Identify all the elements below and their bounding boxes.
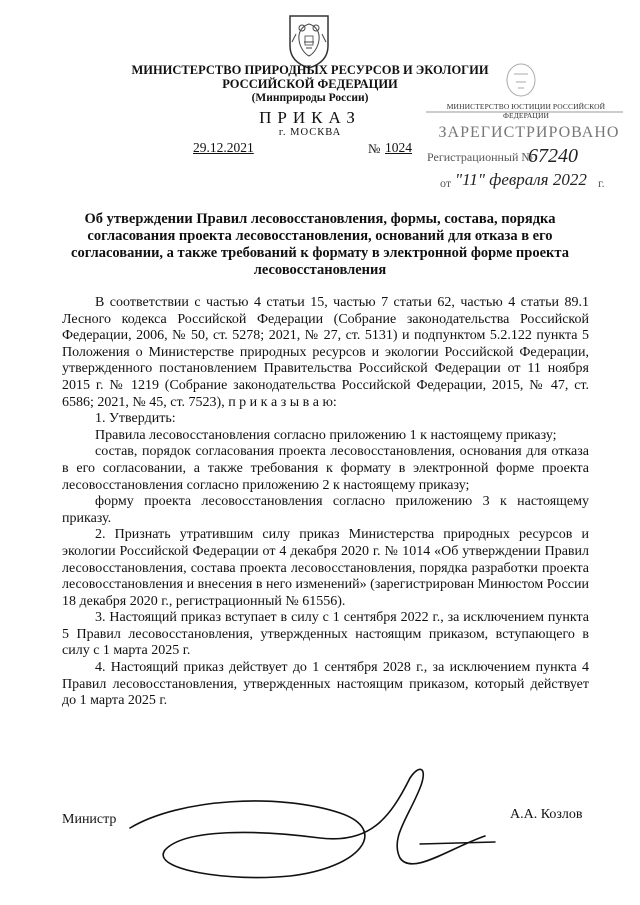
signatory-name: А.А. Козлов (510, 807, 583, 822)
order-date: 29.12.2021 (193, 140, 254, 155)
stamp-date-prefix: от (440, 176, 452, 190)
signatory-position: Министр (62, 812, 117, 827)
stamp-organization: МИНИСТЕРСТВО ЮСТИЦИИ РОССИЙСКОЙ ФЕДЕРАЦИИ (446, 102, 606, 120)
clause-2: 2. Признать утратившим силу приказ Министерства природных ресурсов и экологии Российской Федерации от 4 декабря 2020 г. № 1014 «Об утверждении Правил лесовосстановления, состава проекта лесовосстановления, порядка разработки проекта лесовосстановления и внесения в него изменений» (зарегистрирован Минюстом России 18 декабря 2020 г., регистрационный № 61556). (62, 527, 589, 609)
preamble-paragraph: В соответствии с частью 4 статьи 15, частью 7 статьи 62, частью 4 статьи 89.1 Лесного кодекса Российской Федерации (Собрание законодательства Российской Федерации, 2006, № 50, ст. 5278; 2021, № 27, ст. 5131) и подпунктом 5.2.122 пункта 5 Положения о Министерстве природных ресурсов и экологии Российской Федерации, утвержденного постановлением Правительства Российской Федерации от 11 ноября 2015 г. № 1219 (Собрание законодательства Российской Федерации, 2015, № 47, ст. 6586; 2021, № 45, ст. 7523), п р и к а з ы в а ю: (62, 295, 589, 410)
document-body (62, 295, 589, 710)
handwritten-signature (90, 758, 510, 898)
city: г. МОСКВА (278, 127, 342, 138)
clause-3: 3. Настоящий приказ вступает в силу с 1 сентября 2022 г., за исключением пункта 5 Правил лесовосстановления, утвержденных настоящим приказом, вступающего в силу с 1 марта 2025 г. (62, 610, 589, 659)
ministry-name-line2: РОССИЙСКОЙ ФЕДЕРАЦИИ (222, 77, 398, 91)
document-title: Об утверждении Правил лесовосстановления, формы, состава, порядка согласования проекта лесовосстановления, оснований для отказа в его согласовании, а также требований к формату в электронной форме проекта лесовосстановления (71, 211, 569, 278)
stamp-date-value: "11" февраля 2022 (455, 170, 587, 189)
document-type: ПРИКАЗ (259, 108, 361, 127)
clause-4: 4. Настоящий приказ действует до 1 сентября 2028 г., за исключением пункта 4 Правил лесовосстановления, утвержденных настоящим приказом, который действует до 1 марта 2025 г. (62, 660, 589, 709)
ministry-name-line1: МИНИСТЕРСТВО ПРИРОДНЫХ РЕСУРСОВ И ЭКОЛОГИИ (131, 63, 489, 77)
state-emblem-icon (284, 12, 334, 70)
order-number: 1024 (385, 140, 412, 155)
stamp-date-suffix: г. (598, 176, 605, 190)
clause-1: 1. Утвердить: (95, 411, 176, 427)
ministry-short-name: (Минприроды России) (251, 92, 369, 104)
stamp-reg-label: Регистрационный № (427, 150, 533, 164)
clause-1-item-2: состав, порядок согласования проекта лесовосстановления, основания для отказа в его согласовании, а также требования к формату в электронной форме проекта лесовосстановления согласно приложению 2 к настоящему приказу; (62, 444, 589, 493)
stamp-emblem-icon (507, 64, 535, 96)
stamp-status: ЗАРЕГИСТРИРОВАНО (438, 124, 620, 141)
clause-1-item-1: Правила лесовосстановления согласно приложению 1 к настоящему приказу; (95, 427, 557, 443)
stamp-reg-number: 67240 (528, 145, 578, 167)
clause-1-item-3: форму проекта лесовосстановления согласно приложению 3 к настоящему приказу. (62, 494, 589, 526)
order-number-label: № (368, 141, 381, 156)
